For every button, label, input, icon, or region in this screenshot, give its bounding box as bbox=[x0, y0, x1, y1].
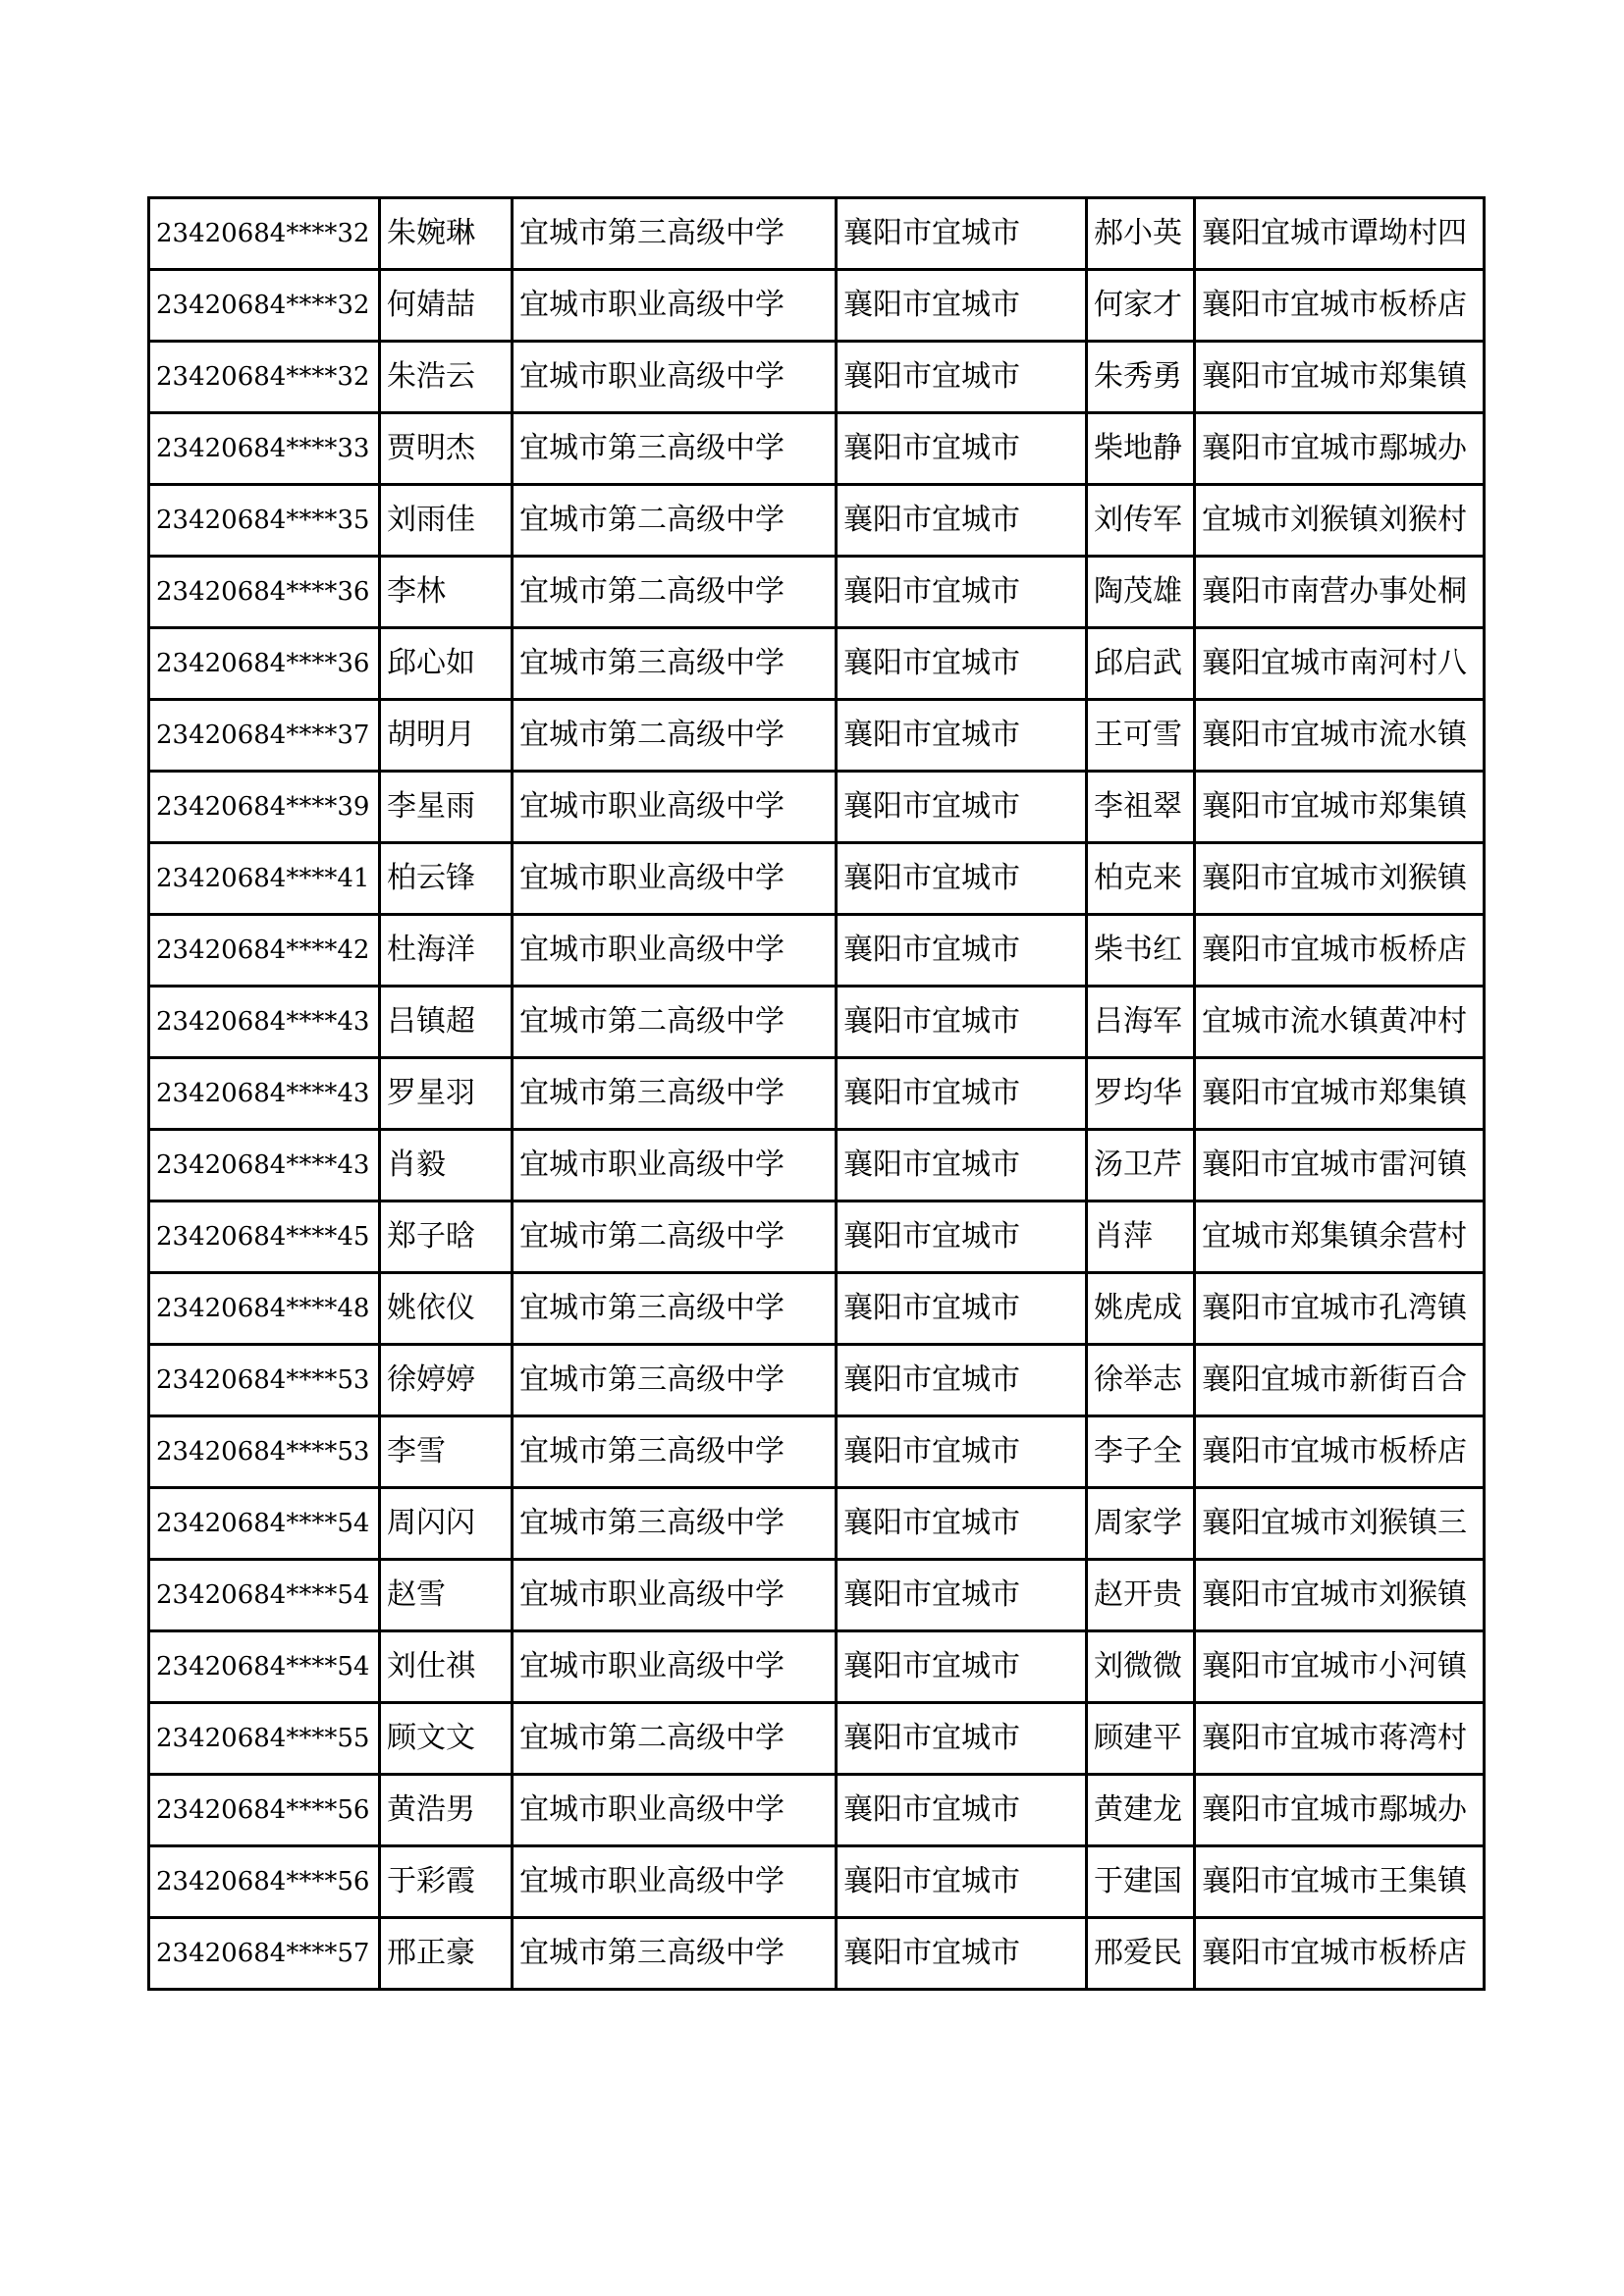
address-cell: 襄阳市南营办事处桐 bbox=[1195, 557, 1485, 628]
city-cell: 襄阳市宜城市 bbox=[837, 1631, 1087, 1703]
school-cell: 宜城市第二高级中学 bbox=[513, 557, 837, 628]
address-cell: 襄阳市宜城市王集镇 bbox=[1195, 1846, 1485, 1918]
city-cell: 襄阳市宜城市 bbox=[837, 1130, 1087, 1201]
student-name-cell: 姚依仪 bbox=[380, 1273, 513, 1345]
school-cell: 宜城市第三高级中学 bbox=[513, 628, 837, 700]
table-row bbox=[149, 270, 1485, 342]
student-name-cell: 于彩霞 bbox=[380, 1846, 513, 1918]
table-row bbox=[149, 772, 1485, 843]
parent-name-cell: 肖萍 bbox=[1087, 1201, 1195, 1273]
student-name-cell: 胡明月 bbox=[380, 700, 513, 772]
address-cell: 襄阳市宜城市孔湾镇 bbox=[1195, 1273, 1485, 1345]
address-cell: 襄阳市宜城市板桥店 bbox=[1195, 1416, 1485, 1488]
id-number-cell: 23420684****32 bbox=[149, 270, 380, 342]
parent-name-cell: 吕海军 bbox=[1087, 987, 1195, 1058]
parent-name-cell: 赵开贵 bbox=[1087, 1560, 1195, 1631]
student-name-cell: 杜海洋 bbox=[380, 915, 513, 987]
table-row bbox=[149, 1273, 1485, 1345]
id-number-cell: 23420684****35 bbox=[149, 485, 380, 557]
id-number-cell: 23420684****54 bbox=[149, 1631, 380, 1703]
school-cell: 宜城市职业高级中学 bbox=[513, 843, 837, 915]
city-cell: 襄阳市宜城市 bbox=[837, 198, 1087, 270]
table-row bbox=[149, 843, 1485, 915]
id-number-cell: 23420684****39 bbox=[149, 772, 380, 843]
parent-name-cell: 王可雪 bbox=[1087, 700, 1195, 772]
id-number-cell: 23420684****42 bbox=[149, 915, 380, 987]
student-name-cell: 刘雨佳 bbox=[380, 485, 513, 557]
city-cell: 襄阳市宜城市 bbox=[837, 1488, 1087, 1560]
parent-name-cell: 徐举志 bbox=[1087, 1345, 1195, 1416]
parent-name-cell: 于建国 bbox=[1087, 1846, 1195, 1918]
id-number-cell: 23420684****54 bbox=[149, 1488, 380, 1560]
student-name-cell: 黄浩男 bbox=[380, 1775, 513, 1846]
parent-name-cell: 陶茂雄 bbox=[1087, 557, 1195, 628]
student-name-cell: 何婧喆 bbox=[380, 270, 513, 342]
address-cell: 襄阳市宜城市板桥店 bbox=[1195, 1918, 1485, 1990]
parent-name-cell: 汤卫芹 bbox=[1087, 1130, 1195, 1201]
city-cell: 襄阳市宜城市 bbox=[837, 1345, 1087, 1416]
parent-name-cell: 柴地静 bbox=[1087, 413, 1195, 485]
id-number-cell: 23420684****32 bbox=[149, 342, 380, 413]
address-cell: 襄阳宜城市南河村八 bbox=[1195, 628, 1485, 700]
parent-name-cell: 刘传军 bbox=[1087, 485, 1195, 557]
student-name-cell: 贾明杰 bbox=[380, 413, 513, 485]
id-number-cell: 23420684****32 bbox=[149, 198, 380, 270]
address-cell: 襄阳市宜城市小河镇 bbox=[1195, 1631, 1485, 1703]
student-name-cell: 周闪闪 bbox=[380, 1488, 513, 1560]
school-cell: 宜城市职业高级中学 bbox=[513, 1775, 837, 1846]
student-name-cell: 柏云锋 bbox=[380, 843, 513, 915]
id-number-cell: 23420684****53 bbox=[149, 1345, 380, 1416]
table-row bbox=[149, 1345, 1485, 1416]
id-number-cell: 23420684****54 bbox=[149, 1560, 380, 1631]
parent-name-cell: 柴书红 bbox=[1087, 915, 1195, 987]
student-name-cell: 徐婷婷 bbox=[380, 1345, 513, 1416]
id-number-cell: 23420684****48 bbox=[149, 1273, 380, 1345]
city-cell: 襄阳市宜城市 bbox=[837, 342, 1087, 413]
table-row bbox=[149, 413, 1485, 485]
address-cell: 襄阳宜城市新街百合 bbox=[1195, 1345, 1485, 1416]
parent-name-cell: 李子全 bbox=[1087, 1416, 1195, 1488]
school-cell: 宜城市第二高级中学 bbox=[513, 700, 837, 772]
id-number-cell: 23420684****45 bbox=[149, 1201, 380, 1273]
id-number-cell: 23420684****37 bbox=[149, 700, 380, 772]
parent-name-cell: 黄建龙 bbox=[1087, 1775, 1195, 1846]
city-cell: 襄阳市宜城市 bbox=[837, 485, 1087, 557]
parent-name-cell: 何家才 bbox=[1087, 270, 1195, 342]
school-cell: 宜城市第二高级中学 bbox=[513, 987, 837, 1058]
student-roster-table bbox=[147, 196, 1486, 1991]
city-cell: 襄阳市宜城市 bbox=[837, 772, 1087, 843]
student-name-cell: 邱心如 bbox=[380, 628, 513, 700]
parent-name-cell: 邱启武 bbox=[1087, 628, 1195, 700]
school-cell: 宜城市职业高级中学 bbox=[513, 1846, 837, 1918]
city-cell: 襄阳市宜城市 bbox=[837, 1775, 1087, 1846]
student-name-cell: 邢正豪 bbox=[380, 1918, 513, 1990]
id-number-cell: 23420684****36 bbox=[149, 628, 380, 700]
table-row bbox=[149, 1058, 1485, 1130]
parent-name-cell: 李祖翠 bbox=[1087, 772, 1195, 843]
id-number-cell: 23420684****36 bbox=[149, 557, 380, 628]
parent-name-cell: 姚虎成 bbox=[1087, 1273, 1195, 1345]
address-cell: 襄阳宜城市谭坳村四 bbox=[1195, 198, 1485, 270]
city-cell: 襄阳市宜城市 bbox=[837, 987, 1087, 1058]
parent-name-cell: 朱秀勇 bbox=[1087, 342, 1195, 413]
school-cell: 宜城市第三高级中学 bbox=[513, 1058, 837, 1130]
parent-name-cell: 柏克来 bbox=[1087, 843, 1195, 915]
address-cell: 襄阳市宜城市郑集镇 bbox=[1195, 1058, 1485, 1130]
school-cell: 宜城市第三高级中学 bbox=[513, 1416, 837, 1488]
table-row bbox=[149, 1130, 1485, 1201]
student-name-cell: 李林 bbox=[380, 557, 513, 628]
student-name-cell: 肖毅 bbox=[380, 1130, 513, 1201]
student-name-cell: 李星雨 bbox=[380, 772, 513, 843]
city-cell: 襄阳市宜城市 bbox=[837, 1201, 1087, 1273]
id-number-cell: 23420684****33 bbox=[149, 413, 380, 485]
table-row bbox=[149, 1560, 1485, 1631]
address-cell: 襄阳市宜城市板桥店 bbox=[1195, 270, 1485, 342]
table-row bbox=[149, 1918, 1485, 1990]
table-row bbox=[149, 485, 1485, 557]
id-number-cell: 23420684****56 bbox=[149, 1775, 380, 1846]
city-cell: 襄阳市宜城市 bbox=[837, 270, 1087, 342]
address-cell: 襄阳市宜城市鄢城办 bbox=[1195, 413, 1485, 485]
school-cell: 宜城市职业高级中学 bbox=[513, 1631, 837, 1703]
city-cell: 襄阳市宜城市 bbox=[837, 1703, 1087, 1775]
address-cell: 襄阳市宜城市刘猴镇 bbox=[1195, 843, 1485, 915]
school-cell: 宜城市第三高级中学 bbox=[513, 198, 837, 270]
parent-name-cell: 刘微微 bbox=[1087, 1631, 1195, 1703]
student-name-cell: 刘仕祺 bbox=[380, 1631, 513, 1703]
student-name-cell: 郑子晗 bbox=[380, 1201, 513, 1273]
address-cell: 襄阳市宜城市郑集镇 bbox=[1195, 342, 1485, 413]
table-row bbox=[149, 987, 1485, 1058]
table-row bbox=[149, 700, 1485, 772]
student-name-cell: 赵雪 bbox=[380, 1560, 513, 1631]
city-cell: 襄阳市宜城市 bbox=[837, 1918, 1087, 1990]
address-cell: 襄阳市宜城市雷河镇 bbox=[1195, 1130, 1485, 1201]
city-cell: 襄阳市宜城市 bbox=[837, 557, 1087, 628]
school-cell: 宜城市第二高级中学 bbox=[513, 1703, 837, 1775]
student-name-cell: 朱婉琳 bbox=[380, 198, 513, 270]
city-cell: 襄阳市宜城市 bbox=[837, 628, 1087, 700]
table-row bbox=[149, 1201, 1485, 1273]
address-cell: 襄阳市宜城市流水镇 bbox=[1195, 700, 1485, 772]
address-cell: 襄阳市宜城市板桥店 bbox=[1195, 915, 1485, 987]
table-row bbox=[149, 1416, 1485, 1488]
school-cell: 宜城市职业高级中学 bbox=[513, 1560, 837, 1631]
address-cell: 宜城市郑集镇余营村 bbox=[1195, 1201, 1485, 1273]
table-row bbox=[149, 342, 1485, 413]
city-cell: 襄阳市宜城市 bbox=[837, 1846, 1087, 1918]
table-row bbox=[149, 1846, 1485, 1918]
school-cell: 宜城市第三高级中学 bbox=[513, 1273, 837, 1345]
student-name-cell: 朱浩云 bbox=[380, 342, 513, 413]
roster-body bbox=[149, 198, 1485, 1990]
school-cell: 宜城市职业高级中学 bbox=[513, 270, 837, 342]
school-cell: 宜城市职业高级中学 bbox=[513, 772, 837, 843]
school-cell: 宜城市职业高级中学 bbox=[513, 342, 837, 413]
school-cell: 宜城市第三高级中学 bbox=[513, 1488, 837, 1560]
address-cell: 襄阳市宜城市郑集镇 bbox=[1195, 772, 1485, 843]
parent-name-cell: 郝小英 bbox=[1087, 198, 1195, 270]
school-cell: 宜城市第三高级中学 bbox=[513, 1918, 837, 1990]
id-number-cell: 23420684****57 bbox=[149, 1918, 380, 1990]
id-number-cell: 23420684****56 bbox=[149, 1846, 380, 1918]
student-name-cell: 顾文文 bbox=[380, 1703, 513, 1775]
table-row bbox=[149, 1775, 1485, 1846]
table-row bbox=[149, 557, 1485, 628]
parent-name-cell: 周家学 bbox=[1087, 1488, 1195, 1560]
table-row bbox=[149, 915, 1485, 987]
address-cell: 襄阳市宜城市鄢城办 bbox=[1195, 1775, 1485, 1846]
address-cell: 襄阳宜城市刘猴镇三 bbox=[1195, 1488, 1485, 1560]
school-cell: 宜城市第二高级中学 bbox=[513, 485, 837, 557]
id-number-cell: 23420684****43 bbox=[149, 1130, 380, 1201]
city-cell: 襄阳市宜城市 bbox=[837, 843, 1087, 915]
table-row bbox=[149, 1631, 1485, 1703]
table-row bbox=[149, 1488, 1485, 1560]
school-cell: 宜城市第三高级中学 bbox=[513, 1345, 837, 1416]
parent-name-cell: 邢爱民 bbox=[1087, 1918, 1195, 1990]
id-number-cell: 23420684****53 bbox=[149, 1416, 380, 1488]
student-name-cell: 吕镇超 bbox=[380, 987, 513, 1058]
city-cell: 襄阳市宜城市 bbox=[837, 1560, 1087, 1631]
school-cell: 宜城市职业高级中学 bbox=[513, 915, 837, 987]
table-row bbox=[149, 198, 1485, 270]
school-cell: 宜城市第三高级中学 bbox=[513, 413, 837, 485]
city-cell: 襄阳市宜城市 bbox=[837, 915, 1087, 987]
address-cell: 宜城市流水镇黄冲村 bbox=[1195, 987, 1485, 1058]
city-cell: 襄阳市宜城市 bbox=[837, 1058, 1087, 1130]
school-cell: 宜城市第二高级中学 bbox=[513, 1201, 837, 1273]
address-cell: 襄阳市宜城市刘猴镇 bbox=[1195, 1560, 1485, 1631]
id-number-cell: 23420684****43 bbox=[149, 987, 380, 1058]
table-row bbox=[149, 628, 1485, 700]
id-number-cell: 23420684****55 bbox=[149, 1703, 380, 1775]
address-cell: 宜城市刘猴镇刘猴村 bbox=[1195, 485, 1485, 557]
city-cell: 襄阳市宜城市 bbox=[837, 1273, 1087, 1345]
id-number-cell: 23420684****41 bbox=[149, 843, 380, 915]
parent-name-cell: 顾建平 bbox=[1087, 1703, 1195, 1775]
school-cell: 宜城市职业高级中学 bbox=[513, 1130, 837, 1201]
city-cell: 襄阳市宜城市 bbox=[837, 700, 1087, 772]
id-number-cell: 23420684****43 bbox=[149, 1058, 380, 1130]
table-row bbox=[149, 1703, 1485, 1775]
city-cell: 襄阳市宜城市 bbox=[837, 413, 1087, 485]
student-name-cell: 罗星羽 bbox=[380, 1058, 513, 1130]
student-name-cell: 李雪 bbox=[380, 1416, 513, 1488]
parent-name-cell: 罗均华 bbox=[1087, 1058, 1195, 1130]
address-cell: 襄阳市宜城市蒋湾村 bbox=[1195, 1703, 1485, 1775]
city-cell: 襄阳市宜城市 bbox=[837, 1416, 1087, 1488]
